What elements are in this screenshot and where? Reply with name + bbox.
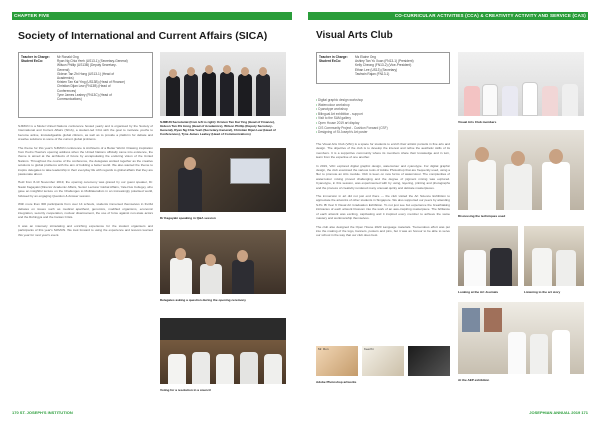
footer-right: JOSEPHIAN ANNUAL 2019 171 xyxy=(529,410,588,415)
vac-caption-2: Discussing the techniques used xyxy=(458,214,506,218)
vac-title: Visual Arts Club xyxy=(316,30,393,41)
vac-info-box xyxy=(316,52,450,84)
list-item: • Open House 2019 art display xyxy=(316,121,450,126)
artwork-2-label: Keerthi xyxy=(364,347,374,351)
sica-para-3: Held from 8-10 November 2019, the opening ceremony was graced by our guest speaker, Dr. Naoki Kagayaki (Director Academic Affairs, Senior Lecturer Global Affairs, Yale-Nus College), who gave an insightful lecture on the Challenges to Multilateralism in an increasingly polarised world, followed by an engaging Question & Answer session. xyxy=(18,180,153,198)
aep-photo xyxy=(458,302,584,374)
sica-caption-4: Voting for a resolution in a council xyxy=(160,388,211,392)
sica-title: Society of International and Current Affairs (SICA) xyxy=(18,30,268,42)
art-story-photo xyxy=(524,226,584,286)
artwork-1 xyxy=(316,346,358,376)
voting-photo xyxy=(160,318,286,384)
vac-activities-list xyxy=(316,98,450,135)
sica-body xyxy=(18,124,153,237)
list-item: • Digital graphic design workshop xyxy=(316,98,450,103)
teacher-label: Teacher in Charge: Student ExCo: xyxy=(21,55,50,64)
sica-info-box xyxy=(18,52,153,118)
delegates-photo xyxy=(160,230,286,294)
vac-teacher-label: Teacher in Charge: Student ExCo: xyxy=(319,55,348,64)
chapter-label-right: CO-CURRICULAR ACTIVITIES (CCA) & CREATIVITY ACTIVITY AND SERVICE (CAS) xyxy=(394,13,586,18)
list-item: • Cyanotype workshop xyxy=(316,107,450,112)
footer-left: 170 ST. JOSEPH'S INSTITUTION xyxy=(12,410,73,415)
journals-photo xyxy=(458,226,518,286)
list-item: • CIS Community Project - Cushion Forward (CSF) xyxy=(316,126,450,131)
sica-caption-1: SJIMUN Secretariat (from left to right): Kristen Tan Kai Ying (Head of Finance), Gideon Tan Zhi Hong (Head of Academics), Wilson Phillip (Deputy Secretary-General), Ryan Ng Chia Yeeh (Secretary-General), Christian Dijan Lew (Head of Conferences), Tyne James Leahey (Head of Communications) xyxy=(160,120,276,136)
artwork-3 xyxy=(408,346,450,376)
sica-group-photo xyxy=(160,52,286,116)
sica-caption-2: Dr Kagayaki speaking in Q&A session xyxy=(160,216,216,220)
vac-caption-5: Adobe Photoshop artworks xyxy=(316,380,357,384)
vac-caption-1: Visual Arts Club members xyxy=(458,120,497,124)
vac-para-2: In 2019, VAC explored digital graphic design, watercolour and cyanotype. For digital graphic design, the club examined the various tools of Adobe Photoshop that are frequently used, using a flier to promote an Arts module. VAC is keen on new forms of watercolour. The complexities of watercolour mixing proved challenging and the degree of pigment mixing was explored. Cyanotype, in this session, was experimented with by using, layering, printing and photographs and the process of creativity rendered many unusual quirky and delicate masterpieces. xyxy=(316,163,450,190)
vac-exco-list: Ms Elaine Ong Ashley Tan Yu Xuan (FN13-1) (President) Kelly Cheong (FN13-2) (Vice-President) Ethan Lee (US13) (Secretary) Tashwin Rajan (FN13-1) xyxy=(355,55,414,76)
sica-caption-3: Delegates asking a question during the opening ceremony xyxy=(160,298,246,302)
list-item: • Bilingual Art exhibition - support xyxy=(316,112,450,117)
vac-para-4: The club also designed the Open House 2020 Language materials. Tremendous effort was put into the making of the logo, banners, posters and pins, but it was an honour to be able to serve our school in the way that our club does best. xyxy=(316,224,450,238)
vac-para-3: The immersion in art did not just end there — the club visited the Art Science Exhibition to appreciate the artworks of other students in Singapore. We also supported our peers by attending SJI's IB Year 6 Visual Art Graduation Exhibition. To not just see but experience the breathtaking intricacies of each artwork blossom into the work of an awe-inspiring masterpiece. The brilliance of each artwork was exciting, captivating and it inspired every member to achieve the same mastery and workmanship themselves. xyxy=(316,194,450,221)
chapter-label: CHAPTER FIVE xyxy=(14,13,50,18)
qa-photo xyxy=(160,148,286,212)
discussing-photo xyxy=(458,130,584,210)
vac-caption-4: Listening to the art story xyxy=(524,290,561,294)
vac-caption-6: At the AEP exhibition xyxy=(458,378,490,382)
right-page xyxy=(300,0,600,424)
sica-para-1: SJIMUN is a Model United Nations conference hosted yearly and is organised by the Society of International and Current Affairs (SICA), a student-led CCA with the goal to motivate youths to become active, knowledgeable global citizens, as well as to provide a platform for debate and creative solutions to some of the current global problems. xyxy=(18,124,153,142)
list-item: • Designing of St Joseph's Art poster xyxy=(316,130,450,135)
sica-exco-list: Mr Ronald Ong Ryan Ng Chia Yeeh (US13-1) (Secretary-General) Wilson Phillip (US13B) (Deputy Secretary- General) Gideon Tan Zhi Hong (US13-1) (Head of Academics) Kristen Tan Kai Ying (US13B) (Head of Finance) Christian Dijan Lew (FN13B) (Head of Conferences) Tyne James Leahey (FN13C) (Head of Communications) xyxy=(57,55,128,102)
artwork-1-label: Mr. Ron xyxy=(318,347,329,351)
header-bar-left xyxy=(12,12,292,20)
artwork-2 xyxy=(362,346,404,376)
list-item: • Visit to the SAM gallery xyxy=(316,116,450,121)
vac-members-photo xyxy=(458,52,584,116)
sica-para-2: The theme for this year's SJIMUN conference is Architects of a Better World. Drawing inspiration from Pedro Huerta's opening address when the United Nations officially came into existence, the theme is aimed at the architects of future by encapsulating the enduring vision of the United Nations. Throughout the course of the conference, the delegates worked together as the creative solutions to global problems with the aim of building a better world. We also wanted the theme to inspire delegates to take leadership in their everyday life with regards to global affairs that they are passionate about. xyxy=(18,145,153,177)
vac-caption-3: Looking at the Art Journals xyxy=(458,290,499,294)
vac-body xyxy=(316,142,450,238)
sica-para-5: It was an intensely stimulating and enriching experience for the student organisers and participants of this year's SJIMUN. We look forward to using the experience and lessons learned this year for next year's event. xyxy=(18,223,153,237)
list-item: • Watercolour workshop xyxy=(316,103,450,108)
sica-para-4: With more than 300 participants from over 14 schools, students immersed themselves in fruitful debates on issues such as medical apartheid, genomics, modified organisms, economic integration, security cooperation, nuclear disarmament, the use of force against non-state actors and the Rohingya and the Iranian Crisis. xyxy=(18,202,153,220)
vac-para-1: The Visual Arts Club (VAC) is a space for students to enrich their artistic pursuits in fine arts and design. The objective of the club is to develop the interest and refine the aesthetic skills of its members. It is a supportive community where its members share their knowledge and in turn, learn from the expertise of one another. xyxy=(316,142,450,160)
